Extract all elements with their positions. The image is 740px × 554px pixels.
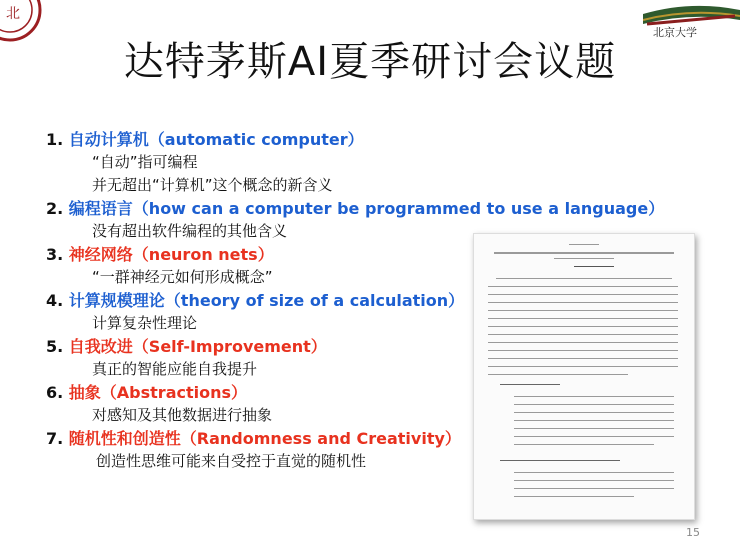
topic-note: “自动”指可编程: [92, 153, 198, 171]
topic-note: 计算复杂性理论: [92, 314, 198, 332]
topic-number: 2.: [46, 199, 64, 218]
topic-title: 抽象（Abstractions）: [68, 383, 248, 402]
page-title: 达特茅斯AI夏季研讨会议题: [123, 39, 617, 85]
banner-caption: 北京大学: [653, 26, 697, 39]
page-number: 15: [686, 526, 700, 539]
topic-number: 4.: [46, 291, 64, 310]
topic-number: 7.: [46, 429, 64, 448]
topic-title: 自动计算机（automatic computer）: [68, 130, 364, 149]
topic-note: 没有超出软件编程的其他含义: [92, 222, 288, 240]
topic-title: 编程语言（how can a computer be programmed to use a language）: [68, 199, 665, 218]
topic-title: 自我改进（Self-Improvement）: [68, 337, 327, 356]
topic-number: 3.: [46, 245, 64, 264]
document-thumbnail: [473, 233, 695, 520]
topic-title: 神经网络（neuron nets）: [68, 245, 274, 264]
topic-note: 对感知及其他数据进行抽象: [92, 406, 273, 424]
topic-note: 创造性思维可能来自受控于直觉的随机性: [96, 452, 367, 470]
topic-note: 真正的智能应能自我提升: [92, 360, 258, 378]
topic-note: “一群神经元如何形成概念”: [92, 268, 273, 286]
topic-title: 计算规模理论（theory of size of a calculation）: [68, 291, 465, 310]
topic-number: 5.: [46, 337, 64, 356]
topic-note: 并无超出“计算机”这个概念的新含义: [92, 176, 333, 194]
topic-item: [46, 197, 664, 220]
topic-title: 随机性和创造性（Randomness and Creativity）: [68, 429, 461, 448]
topic-number: 6.: [46, 383, 64, 402]
topic-number: 1.: [46, 130, 64, 149]
svg-text:北: 北: [6, 6, 20, 22]
topic-item: [46, 128, 664, 151]
